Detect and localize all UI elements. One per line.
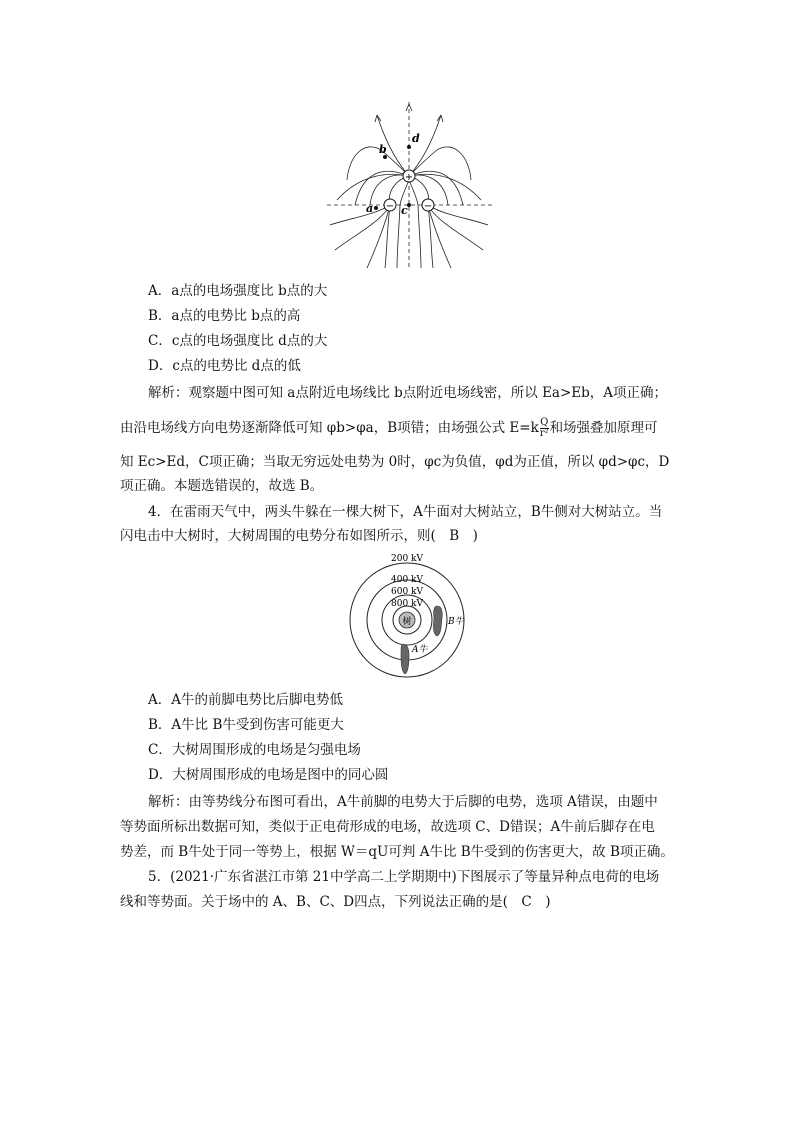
q3-analysis-line4: 项正确。本题选错误的，故选 B。: [120, 478, 324, 494]
cow-a-label: A牛: [412, 645, 428, 655]
q3-option-b: B．a点的电势比 b点的高: [148, 308, 301, 324]
equipotential-figure: [345, 548, 470, 678]
q4-stem-line1: 4．在雷雨天气中，两头牛躲在一棵大树下，A牛面对大树站立，B牛侧对大树站立。当: [148, 504, 663, 520]
ring-label-400kv: 400 kV: [391, 575, 423, 585]
q3-analysis-line3: 知 Ec>Ed，C项正确；当取无穷远处电势为 0时，φc为负值，φd为正值，所以 φd>φc，D: [120, 454, 670, 470]
fraction-denominator: r²: [539, 428, 549, 439]
cow-b-shape: [433, 606, 442, 636]
minus-left-label: −: [385, 201, 395, 212]
q3-analysis-line2b: 和场强叠加原理可: [549, 420, 658, 436]
q4-analysis-line1: 解析：由等势线分布图可看出，A牛前脚的电势大于后脚的电势，选项 A错误，由题中: [148, 794, 658, 810]
q4-analysis-line2: 等势面所标出数据可知，类似于正电荷形成的电场，故选项 C、D错误；A牛前后脚存在电: [120, 819, 655, 835]
q3-option-c: C．c点的电场强度比 d点的大: [148, 333, 328, 349]
q5-stem-line2: 线和等势面。关于场中的 A、B、C、D四点，下列说法正确的是( C ): [120, 894, 551, 910]
q3-analysis-line2a: 由沿电场线方向电势逐渐降低可知 φb>φa，B项错；由场强公式 E=k: [120, 420, 539, 436]
plus-charge-label: +: [404, 172, 414, 183]
q3-analysis-line1: 解析：观察题中图可知 a点附近电场线比 b点附近电场线密，所以 Ea>Eb，A项正确；: [148, 385, 668, 401]
minus-right-label: −: [423, 201, 433, 212]
q4-option-d: D．大树周围形成的电场是图中的同心圆: [148, 767, 389, 783]
field-lines-figure: [325, 100, 495, 270]
q4-option-c: C．大树周围形成的电场是匀强电场: [148, 742, 361, 758]
q4-option-a: A．A牛的前脚电势比后脚电势低: [148, 692, 343, 708]
q4-analysis-line3: 势差，而 B牛处于同一等势上，根据 W＝qU可判 A牛比 B牛受到的伤害更大，故 B项正确。: [120, 844, 674, 860]
point-b-label: b: [379, 143, 387, 156]
cow-a-shape: [401, 644, 409, 674]
point-d-label: d: [412, 132, 420, 145]
q4-stem-line2: 闪电击中大树时，大树周围的电势分布如图所示，则( B ): [120, 528, 478, 544]
q5-stem-line1: 5．(2021·广东省湛江市第 21中学高二上学期期中)下图展示了等量异种点电荷的电场: [148, 869, 660, 885]
ring-label-200kv: 200 kV: [391, 554, 423, 564]
q3-analysis-line2: [120, 418, 658, 439]
ring-label-600kv: 600 kV: [391, 587, 423, 597]
q3-option-d: D．c点的电势比 d点的低: [148, 358, 301, 374]
coulomb-fraction: [540, 418, 549, 439]
fraction-numerator: Q: [540, 417, 549, 428]
q3-option-a: A．a点的电场强度比 b点的大: [148, 283, 328, 299]
point-c-label: c: [401, 204, 408, 217]
q4-option-b: B．A牛比 B牛受到伤害可能更大: [148, 717, 344, 733]
tree-label: 树: [402, 617, 412, 627]
cow-b-label: B牛: [448, 617, 464, 627]
point-a-label: a: [366, 202, 374, 215]
ring-label-800kv: 800 kV: [391, 599, 423, 609]
